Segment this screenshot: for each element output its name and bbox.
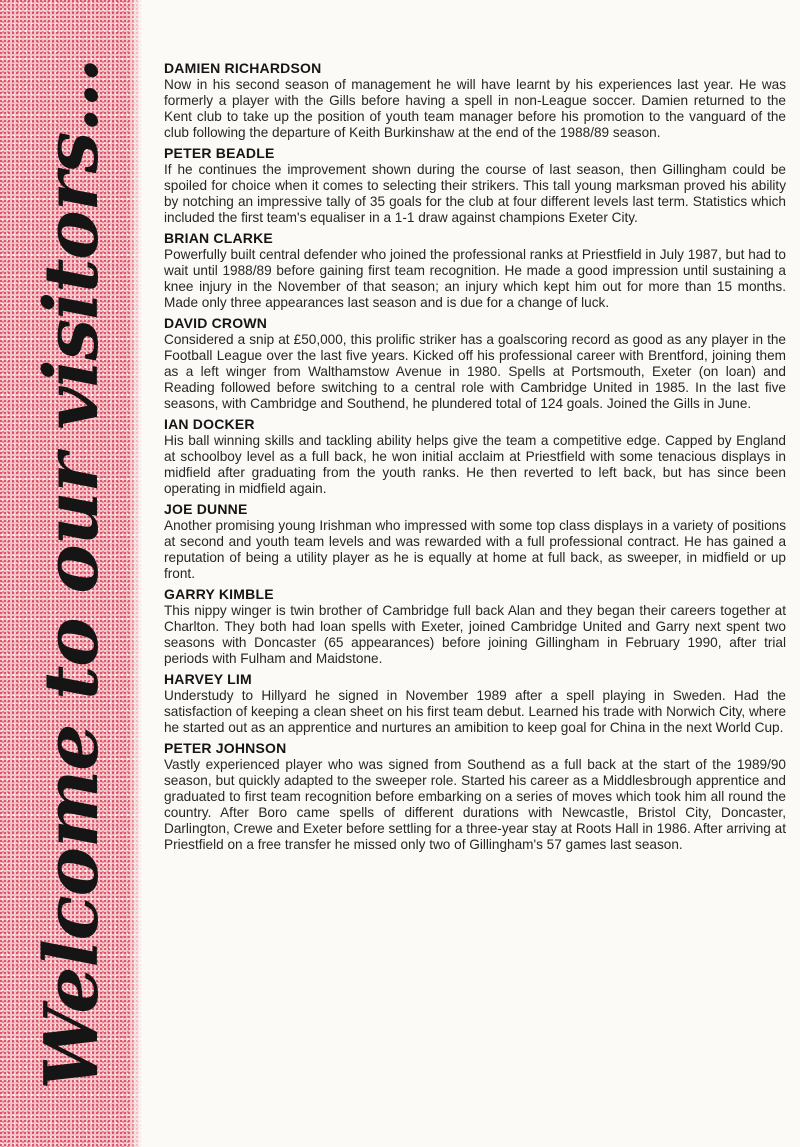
player-name: GARRY KIMBLE	[164, 586, 274, 602]
player-entry	[164, 145, 786, 226]
player-entry	[164, 60, 786, 141]
player-bio: His ball winning skills and tackling ability helps give the team a competitive edge. Capped by England at schoolboy level as a full back, he won initial acclaim at Priestfield with some tenacious displays in midfield after graduating from the youth ranks. He then reverted to left back, but has since been operating in midfield again.	[164, 433, 786, 496]
player-entry	[164, 230, 786, 311]
player-bio: If he continues the improvement shown during the course of last season, then Gillingham could be spoiled for choice when it comes to selecting their strikers. This tall young marksman proved his ability by notching an impressive tally of 35 goals for the club at four different levels last term. Statistics which included the first team's equaliser in a 1-1 draw against champions Exeter City.	[164, 162, 786, 225]
player-bio: Another promising young Irishman who impressed with some top class displays in a variety of positions at second and youth team levels and was rewarded with a full professional contract. He has gained a reputation of being a utility player as he is equally at home at full back, as sweeper, in midfield or up front.	[164, 518, 786, 581]
player-bio: Understudy to Hillyard he signed in November 1989 after a spell playing in Sweden. Had the satisfaction of keeping a clean sheet on his first team debut. Learned his trade with Norwich City, where he started out as an apprentice and nurtures an amibition to keep goal for China in the next World Cup.	[164, 688, 786, 735]
player-entry	[164, 740, 786, 853]
player-name: BRIAN CLARKE	[164, 230, 273, 246]
player-entry	[164, 315, 786, 412]
player-name: IAN DOCKER	[164, 416, 255, 432]
player-entry	[164, 586, 786, 667]
player-name: HARVEY LIM	[164, 671, 252, 687]
player-bio: Powerfully built central defender who joined the professional ranks at Priestfield in July 1987, but had to wait until 1988/89 before gaining first team recognition. He made a good impression until sustaining a knee injury in the November of that season; an injury which kept him out for more than 15 months. Made only three appearances last season and is due for a change of luck.	[164, 247, 786, 310]
player-name: PETER BEADLE	[164, 145, 275, 161]
player-profiles	[164, 60, 786, 857]
player-name: DAVID CROWN	[164, 315, 268, 331]
player-name: PETER JOHNSON	[164, 740, 287, 756]
player-bio: Vastly experienced player who was signed from Southend as a full back at the start of the 1989/90 season, but quickly adapted to the sweeper role. Started his career as a Middlesbrough apprentice and graduated to first team recognition before embarking on a series of moves which took him all round the country. After Boro came spells of different durations with Newcastle, Bristol City, Doncaster, Darlington, Crewe and Exeter before settling for a three-year stay at Roots Hall in 1986. After arriving at Priestfield on a free transfer he missed only two of Gillingham's 57 games last season.	[164, 757, 786, 852]
player-name: JOE DUNNE	[164, 501, 248, 517]
banner-title: Welcome to our visitors...	[29, 58, 115, 1090]
player-bio: This nippy winger is twin brother of Cambridge full back Alan and they began their careers together at Charlton. They both had loan spells with Exeter, joined Cambridge United and Garry next spent two seasons with Doncaster (65 appearances) before joining Gillingham in February 1990, after trial periods with Fulham and Maidstone.	[164, 603, 786, 666]
player-name: DAMIEN RICHARDSON	[164, 60, 322, 76]
player-entry	[164, 416, 786, 497]
player-bio: Now in his second season of management he will have learnt by his experiences last year. He was formerly a player with the Gills before having a spell in non-League soccer. Damien returned to the Kent club to take up the position of youth team manager before his promotion to the vanguard of the club following the departure of Keith Burkinshaw at the end of the 1988/89 season.	[164, 77, 786, 140]
side-banner	[0, 0, 142, 1147]
player-entry	[164, 501, 786, 582]
player-bio: Considered a snip at £50,000, this prolific striker has a goalscoring record as good as any player in the Football League over the last five years. Kicked off his professional career with Brentford, joining them as a left winger from Walthamstow Avenue in 1980. Spells at Portsmouth, Exeter (on loan) and Reading followed before switching to a central role with Cambridge United in 1985. In the last five seasons, with Cambridge and Southend, he plundered total of 124 goals. Joined the Gills in June.	[164, 332, 786, 411]
player-entry	[164, 671, 786, 736]
